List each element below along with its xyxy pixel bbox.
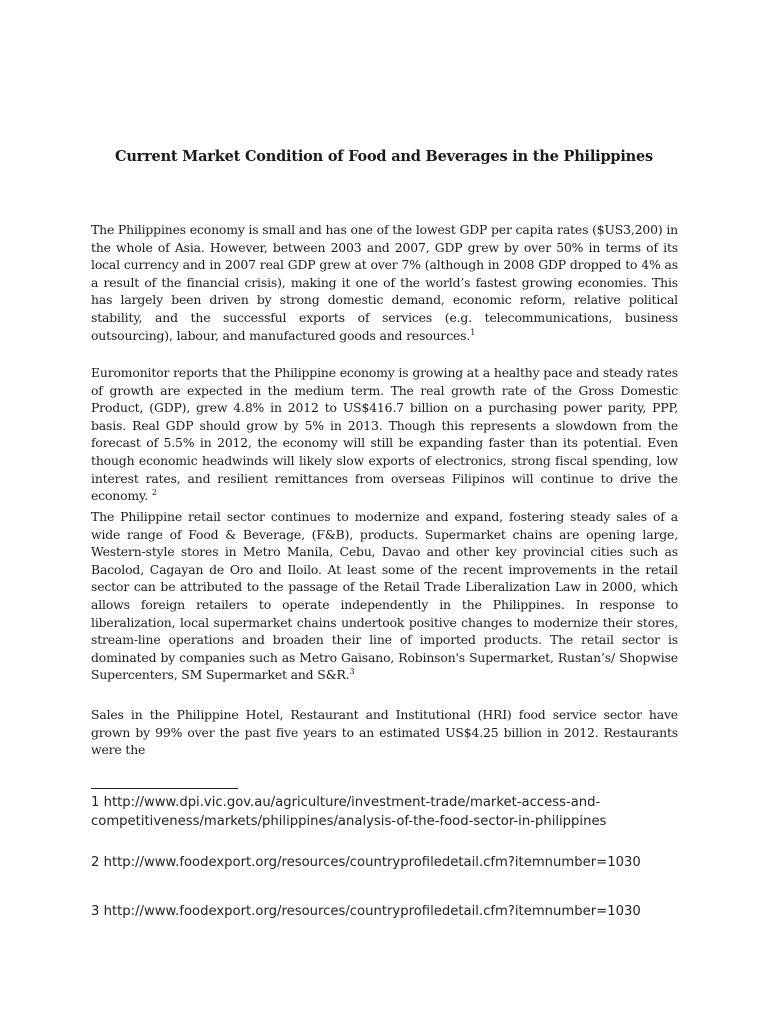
footnote-separator <box>91 788 238 789</box>
paragraph-4 <box>91 706 678 759</box>
paragraph-text: Sales in the Philippine Hotel, Restaurant and Institutional (HRI) food service sector have grown by 99% over the past five years to an estimated US$4.25 billion in 2012. Restaurants were the <box>91 707 678 758</box>
footnote-ref[interactable]: 1 <box>470 327 476 337</box>
paragraph-text: The Philippine retail sector continues to modernize and expand, fostering steady sales of a wide range of Food & Beverage, (F&B), products. Supermarket chains are opening large, Western-style stores in Metro Manila, Cebu, Davao and other key provincial cities such as Bacolod, Cagayan de Oro and Iloilo. At least some of the recent improvements in the retail sector can be attributed to the passage of the Retail Trade Liberalization Law in 2000, which allows foreign retailers to operate independently in the Philippines. In response to liberalization, local supermarket chains undertook positive changes to modernize their stores, stream-line operations and broaden their line of imported products. The retail sector is dominated by companies such as Metro Gaisano, Robinson's Supermarket, Rustan’s/ Shopwise Supercenters, SM Supermarket and S&R. <box>91 509 678 683</box>
footnote-3[interactable]: 3 http://www.foodexport.org/resources/countryprofiledetail.cfm?itemnumber=1030 <box>91 904 641 919</box>
page-title: Current Market Condition of Food and Beverages in the Philippines <box>114 148 653 165</box>
footnote-2[interactable]: 2 http://www.foodexport.org/resources/countryprofiledetail.cfm?itemnumber=1030 <box>91 855 641 870</box>
paragraph-3 <box>91 508 678 684</box>
paragraph-text: Euromonitor reports that the Philippine economy is growing at a healthy pace and steady rates of growth are expected in the medium term. The real growth rate of the Gross Domestic Product, (GDP), grew 4.8% in 2012 to US$416.7 billion on a purchasing power parity, PPP, basis. Real GDP should grow by 5% in 2013. Though this represents a slowdown from the forecast of 5.5% in 2012, the economy will still be expanding faster than its potential. Even though economic headwinds will likely slow exports of electronics, strong fiscal spending, low interest rates, and resilient remittances from overseas Filipinos will continue to drive the economy. <box>91 365 678 504</box>
paragraph-2 <box>91 364 678 505</box>
paragraph-1 <box>91 221 678 344</box>
footnote-ref[interactable]: 2 <box>151 488 157 498</box>
footnote-1[interactable]: 1 http://www.dpi.vic.gov.au/agriculture/investment-trade/market-access-and-competitiveness/markets/philippines/analysis-of-the-food-sector-in-philippines <box>91 795 607 829</box>
paragraph-text: The Philippines economy is small and has one of the lowest GDP per capita rates ($US3,200) in the whole of Asia. However, between 2003 and 2007, GDP grew by over 50% in terms of its local currency and in 2007 real GDP grew at over 7% (although in 2008 GDP dropped to 4% as a result of the financial crisis), making it one of the world’s fastest growing economies. This has largely been driven by strong domestic demand, economic reform, relative political stability, and the successful exports of services (e.g. telecommunications, business outsourcing), labour, and manufactured goods and resources. <box>91 222 678 343</box>
footnote-ref[interactable]: 3 <box>349 667 355 677</box>
